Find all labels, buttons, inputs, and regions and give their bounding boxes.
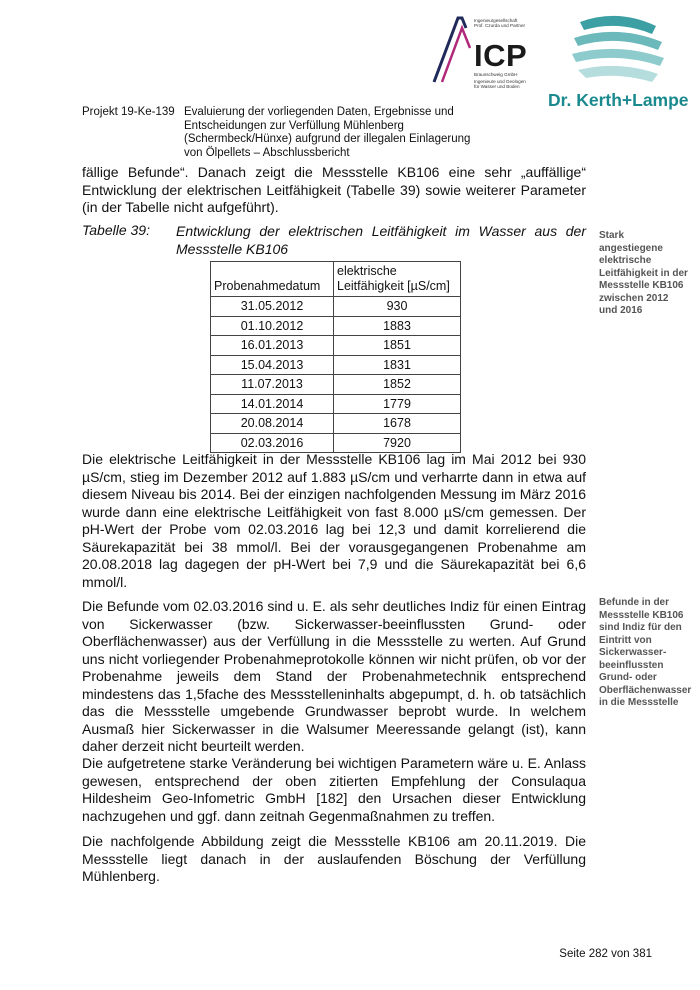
table-row [211,316,461,336]
kerth-lampe-text: Dr. Kerth+Lampe [548,90,689,110]
page-number: Seite 282 von 381 [559,948,652,960]
paragraph-conductivity: Die elektrische Leitfähigkeit in der Messstelle KB106 lag im Mai 2012 bei 930 µS/cm, stieg im Dezember 2012 auf 1.883 µS/cm und verharrte dann in etwa auf diesem Niveau bis 2014. Bei der einzigen nachfolgenden Messung im März 2016 wurde dann eine elektrische Leitfähigkeit von fast 8.000 µS/cm gemessen. Der pH-Wert der Probe vom 02.03.2016 lag bei 12,3 und damit korrelierend die Säurekapazität bei 38 mmol/l. Bei der vorausgegangenen Probenahme am 20.08.2018 lag dagegen der pH-Wert bei 7,9 und die Säurekapazität bei 6,6 mmol/l. [82,451,586,590]
table-row [211,375,461,395]
cell-value: 1851 [334,336,461,356]
project-number: Projekt 19-Ke-139 [82,106,175,118]
paragraph-findings: Die Befunde vom 02.03.2016 sind u. E. als sehr deutliches Indiz für einen Eintrag von Sickerwasser (bzw. Sickerwasser-beeinflussten Grund- oder Oberflächenwasser) aus der Verfüllung in die Messstelle zu werten. Auf Grund uns nicht vorliegender Probenahmeprotokolle können wir nicht prüfen, ob vor der Probenahme jeweils dem Stand der Probenahmetechnik entsprechend mindestens das 1,5fache des Messstelleninhalts abgepumpt, d. h. ob tatsächlich das die Messstelle umgebende Grundwasser beprobt wurde. In welchem Ausmaß hier Sickerwasser in die Walsumer Meeressande gelangt (ist), kann daher derzeit nicht beurteilt werden. [82,598,586,754]
cell-date: 02.03.2016 [211,433,334,453]
conductivity-table [210,261,461,453]
icp-line-2: Prof. Czurda und Partner [474,23,526,28]
icp-name: ICP [474,38,528,73]
table-row [211,297,461,317]
table-row [211,433,461,453]
kerth-lampe-logo [548,12,688,112]
table-label: Tabelle 39: [82,222,150,238]
cell-value: 7920 [334,433,461,453]
cell-value: 1852 [334,375,461,395]
table-header-row [211,262,461,297]
cell-date: 14.01.2014 [211,394,334,414]
icp-line-1: Ingenieurgesellschaft [474,18,518,23]
cell-date: 01.10.2012 [211,316,334,336]
icp-line-4: Ingenieure und Geologen [474,79,526,84]
icp-line-3: Braunschweig GmbH [474,72,518,77]
header-conductivity: elektrische Leitfähigkeit [µS/cm] [334,262,461,297]
cell-value: 1883 [334,316,461,336]
side-note-findings: Befunde in der Messstelle KB106 sind Indiz für den Eintritt von Sickerwasser-beeinflussten Grund- oder Oberflächenwasser in die Messstelle [599,597,692,708]
project-title: Evaluierung der vorliegenden Daten, Ergebnisse und Entscheidungen zur Verfüllung Mühlenberg (Schermbeck/Hünxe) aufgrund der illegalen Einlagerung von Ölpellets – Abschlussbericht [184,106,471,159]
side-note-conductivity: Stark angestiegene elektrische Leitfähigkeit in der Messstelle KB106 zwischen 2012 und 2016 [599,230,688,316]
cell-date: 15.04.2013 [211,355,334,375]
cell-date: 31.05.2012 [211,297,334,317]
cell-date: 11.07.2013 [211,375,334,395]
icp-logo [432,14,542,92]
paragraph-changes: Die aufgetretene starke Veränderung bei wichtigen Parametern wäre u. E. Anlass gewesen, entsprechend der oben zitierten Empfehlung der Consulaqua Hildesheim Geo-Infometric GmbH [182] den Ursachen dieser Entwicklung nachzugehen und ggf. dann zeitnah Gegenmaßnahmen zu treffen. [82,755,586,824]
paragraph-intro: fällige Befunde“. Danach zeigt die Messstelle KB106 eine sehr „auffällige“ Entwicklung der elektrischen Leitfähigkeit (Tabelle 39) sowie weiterer Parameter (in der Tabelle nicht aufgeführt). [82,164,586,215]
icp-line-5: für Wasser und Boden [474,84,520,89]
paragraph-figure: Die nachfolgende Abbildung zeigt die Messstelle KB106 am 20.11.2019. Die Messstelle liegt danach in der auslaufenden Böschung der Verfüllung Mühlenberg. [82,833,586,884]
globe-icon [548,12,688,90]
table-row [211,394,461,414]
table-row [211,414,461,434]
table-row [211,355,461,375]
table-row [211,336,461,356]
cell-value: 1831 [334,355,461,375]
table-caption: Entwicklung der elektrischen Leitfähigkeit im Wasser aus der Messstelle KB106 [176,223,586,257]
cell-date: 16.01.2013 [211,336,334,356]
cell-value: 1779 [334,394,461,414]
cell-date: 20.08.2014 [211,414,334,434]
header-date: Probenahmedatum [211,262,334,297]
cell-value: 930 [334,297,461,317]
cell-value: 1678 [334,414,461,434]
